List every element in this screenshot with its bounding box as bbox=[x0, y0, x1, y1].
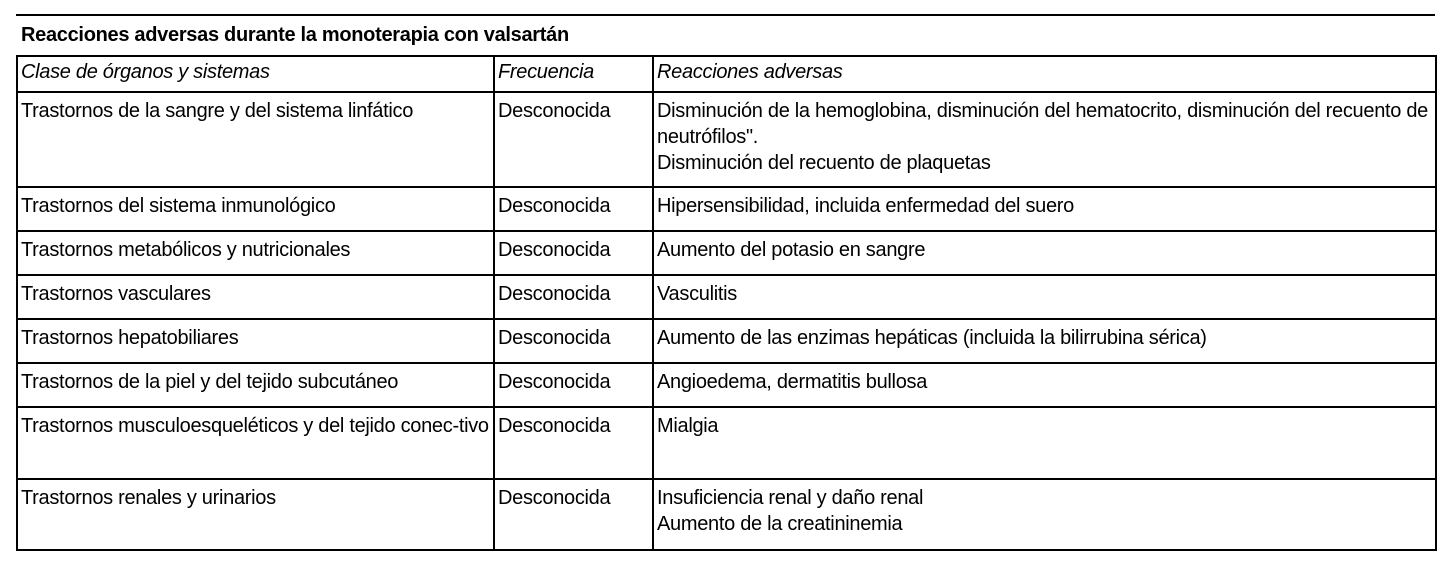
organ-class-cell: Trastornos hepatobiliares bbox=[17, 319, 494, 363]
table-row bbox=[17, 479, 1436, 550]
frequency-cell: Desconocida bbox=[494, 187, 653, 231]
reaction-line: Vasculitis bbox=[657, 283, 737, 305]
reactions-cell bbox=[653, 187, 1436, 231]
header-row bbox=[17, 56, 1436, 92]
header-reactions: Reacciones adversas bbox=[653, 56, 1436, 92]
organ-class-cell: Trastornos de la piel y del tejido subcutáneo bbox=[17, 363, 494, 407]
reaction-line: Angioedema, dermatitis bullosa bbox=[657, 371, 928, 393]
reaction-line: Disminución de la hemoglobina, disminución del hematocrito, disminución del recuento de neutrófilos". bbox=[657, 100, 1429, 148]
table-caption: Reacciones adversas durante la monoterapia con valsartán bbox=[21, 24, 569, 46]
reactions-cell bbox=[653, 319, 1436, 363]
adverse-reactions-table bbox=[16, 55, 1437, 551]
table-row bbox=[17, 231, 1436, 275]
table-row bbox=[17, 187, 1436, 231]
table-row bbox=[17, 275, 1436, 319]
organ-class-cell: Trastornos musculoesqueléticos y del tejido conec-tivo bbox=[17, 407, 494, 479]
reactions-cell bbox=[653, 363, 1436, 407]
organ-class-cell: Trastornos del sistema inmunológico bbox=[17, 187, 494, 231]
frequency-cell: Desconocida bbox=[494, 319, 653, 363]
reactions-cell bbox=[653, 275, 1436, 319]
organ-class-cell: Trastornos vasculares bbox=[17, 275, 494, 319]
table-row bbox=[17, 319, 1436, 363]
document bbox=[16, 14, 1435, 551]
table-row bbox=[17, 92, 1436, 187]
reaction-line: Aumento de las enzimas hepáticas (incluida la bilirrubina sérica) bbox=[657, 327, 1207, 349]
frequency-cell: Desconocida bbox=[494, 92, 653, 187]
organ-class-cell: Trastornos renales y urinarios bbox=[17, 479, 494, 550]
reaction-line: Mialgia bbox=[657, 415, 719, 437]
reaction-line: Insuficiencia renal y daño renal bbox=[657, 487, 924, 509]
frequency-cell: Desconocida bbox=[494, 231, 653, 275]
frequency-cell: Desconocida bbox=[494, 275, 653, 319]
frequency-cell: Desconocida bbox=[494, 407, 653, 479]
organ-class-cell: Trastornos metabólicos y nutricionales bbox=[17, 231, 494, 275]
frequency-cell: Desconocida bbox=[494, 363, 653, 407]
header-organ-class: Clase de órganos y sistemas bbox=[17, 56, 494, 92]
reactions-cell bbox=[653, 407, 1436, 479]
reactions-cell bbox=[653, 92, 1436, 187]
frequency-cell: Desconocida bbox=[494, 479, 653, 550]
header-frequency: Frecuencia bbox=[494, 56, 653, 92]
reactions-cell bbox=[653, 231, 1436, 275]
reaction-line: Aumento de la creatininemia bbox=[657, 513, 903, 535]
table-row bbox=[17, 363, 1436, 407]
organ-class-cell: Trastornos de la sangre y del sistema linfático bbox=[17, 92, 494, 187]
reaction-line: Disminución del recuento de plaquetas bbox=[657, 152, 991, 174]
reactions-cell bbox=[653, 479, 1436, 550]
reaction-line: Hipersensibilidad, incluida enfermedad del suero bbox=[657, 195, 1074, 217]
table-row bbox=[17, 407, 1436, 479]
reaction-line: Aumento del potasio en sangre bbox=[657, 239, 926, 261]
